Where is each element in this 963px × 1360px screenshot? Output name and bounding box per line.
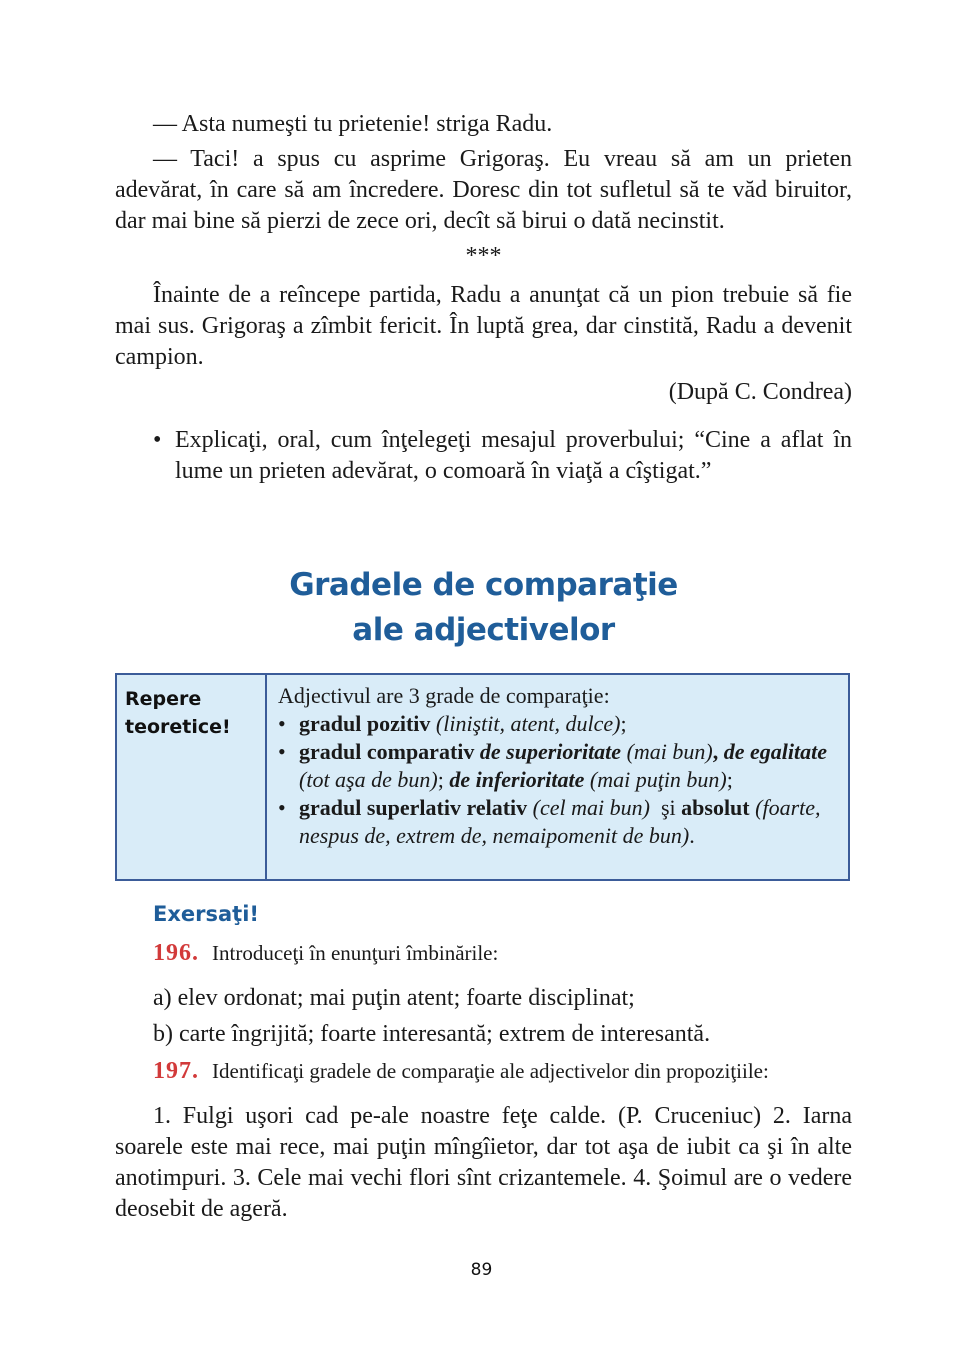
section-heading [115, 563, 852, 653]
theory-content [267, 675, 848, 879]
term-superioritate: de superioritate [479, 739, 622, 764]
theory-label-line-1: Repere [125, 688, 202, 710]
exercise-item-b: b) carte îngrijită; foarte interesantă; extrem de interesantă. [153, 1021, 711, 1047]
example-egalitate: (tot aşa de bun) [299, 767, 438, 792]
heading-line-1: Gradele de comparaţie [289, 567, 678, 603]
question-text: Explicaţi, oral, cum înţelegeţi mesajul proverbului; “Cine a aflat în lume un prieten adevărat, o comoară în viaţă a cîştigat.” [175, 427, 852, 484]
story-paragraph: Înainte de a reîncepe partida, Radu a anunţat că un pion trebuie să fie mai sus. Grigoraş a zîmbit fericit. În luptă grea, dar cinstită, Radu a devenit campion. [115, 282, 852, 370]
question-item [153, 425, 852, 487]
degree-item-superlativ [278, 794, 838, 850]
degree-item-pozitiv [278, 710, 838, 738]
section-separator: *** [465, 243, 502, 269]
punctuation: ; [437, 767, 450, 792]
page-number: 89 [470, 1260, 493, 1280]
term-pozitiv: gradul pozitiv [299, 711, 431, 736]
punctuation: ; [726, 767, 733, 792]
term-inferioritate: de inferioritate [449, 767, 585, 792]
bullet-marker: • [278, 711, 286, 736]
dialog-line-2: — Taci! a spus cu asprime Grigoraş. Eu vreau să am un prieten adevărat, în care să am încredere. Doresc din tot sufletul să te văd biruitor, dar mai bine să pierzi de zece ori, decît să birui o dată necinstit. [115, 146, 852, 234]
example-relativ: (cel mai bun) [532, 795, 650, 820]
exercise-196 [153, 940, 498, 967]
theory-intro: Adjectivul are 3 grade de comparaţie: [278, 683, 610, 708]
theory-label [117, 675, 267, 879]
exercises-heading: Exersaţi! [153, 902, 259, 926]
term-comparativ: gradul comparativ [299, 739, 475, 764]
exercise-197 [153, 1058, 769, 1085]
punctuation: ; [620, 711, 627, 736]
degree-list [278, 710, 838, 850]
exercise-instruction: Introduceţi în enunţuri îmbinările: [212, 941, 499, 965]
term-superlativ: gradul superlativ relativ [299, 795, 528, 820]
example-superioritate: (mai bun) [626, 739, 713, 764]
example-absolut: (foarte, nespus de, extrem de, nemaipomenit de bun) [299, 795, 821, 848]
theory-box [115, 673, 850, 881]
heading-line-2: ale adjectivelor [352, 612, 615, 648]
source-citation: (După C. Condrea) [668, 379, 852, 405]
exercise-text: 1. Fulgi uşori cad pe-ale noastre feţe calde. (P. Cruceniuc) 2. Iarna soarele este mai rece, mai puţin mîngîietor, dar tot aşa de iubit ca şi în alte anotimpuri. 3. Cele mai vechi flori sînt crizantemele. 4. Şoimul are o vedere deosebit de ageră. [115, 1103, 852, 1222]
exercise-number: 197. [153, 1058, 199, 1084]
punctuation: , [712, 739, 724, 764]
bullet-marker: • [153, 427, 162, 453]
term-egalitate: de egalitate [723, 739, 827, 764]
degree-item-comparativ [278, 738, 838, 794]
conjunction: şi [660, 795, 676, 820]
theory-label-line-2: teoretice! [125, 716, 231, 738]
example-inferioritate: (mai puţin bun) [589, 767, 727, 792]
exercise-number: 196. [153, 940, 199, 966]
exercise-instruction: Identificaţi gradele de comparaţie ale adjectivelor din propoziţiile: [212, 1059, 769, 1083]
punctuation: . [689, 823, 695, 848]
exercise-item-a: a) elev ordonat; mai puţin atent; foarte disciplinat; [153, 985, 635, 1011]
term-absolut: absolut [681, 795, 750, 820]
example-pozitiv: (liniştit, atent, dulce) [435, 711, 621, 736]
dialog-line-1: — Asta numeşti tu prietenie! striga Radu. [153, 111, 553, 137]
bullet-marker: • [278, 739, 286, 764]
bullet-marker: • [278, 795, 286, 820]
